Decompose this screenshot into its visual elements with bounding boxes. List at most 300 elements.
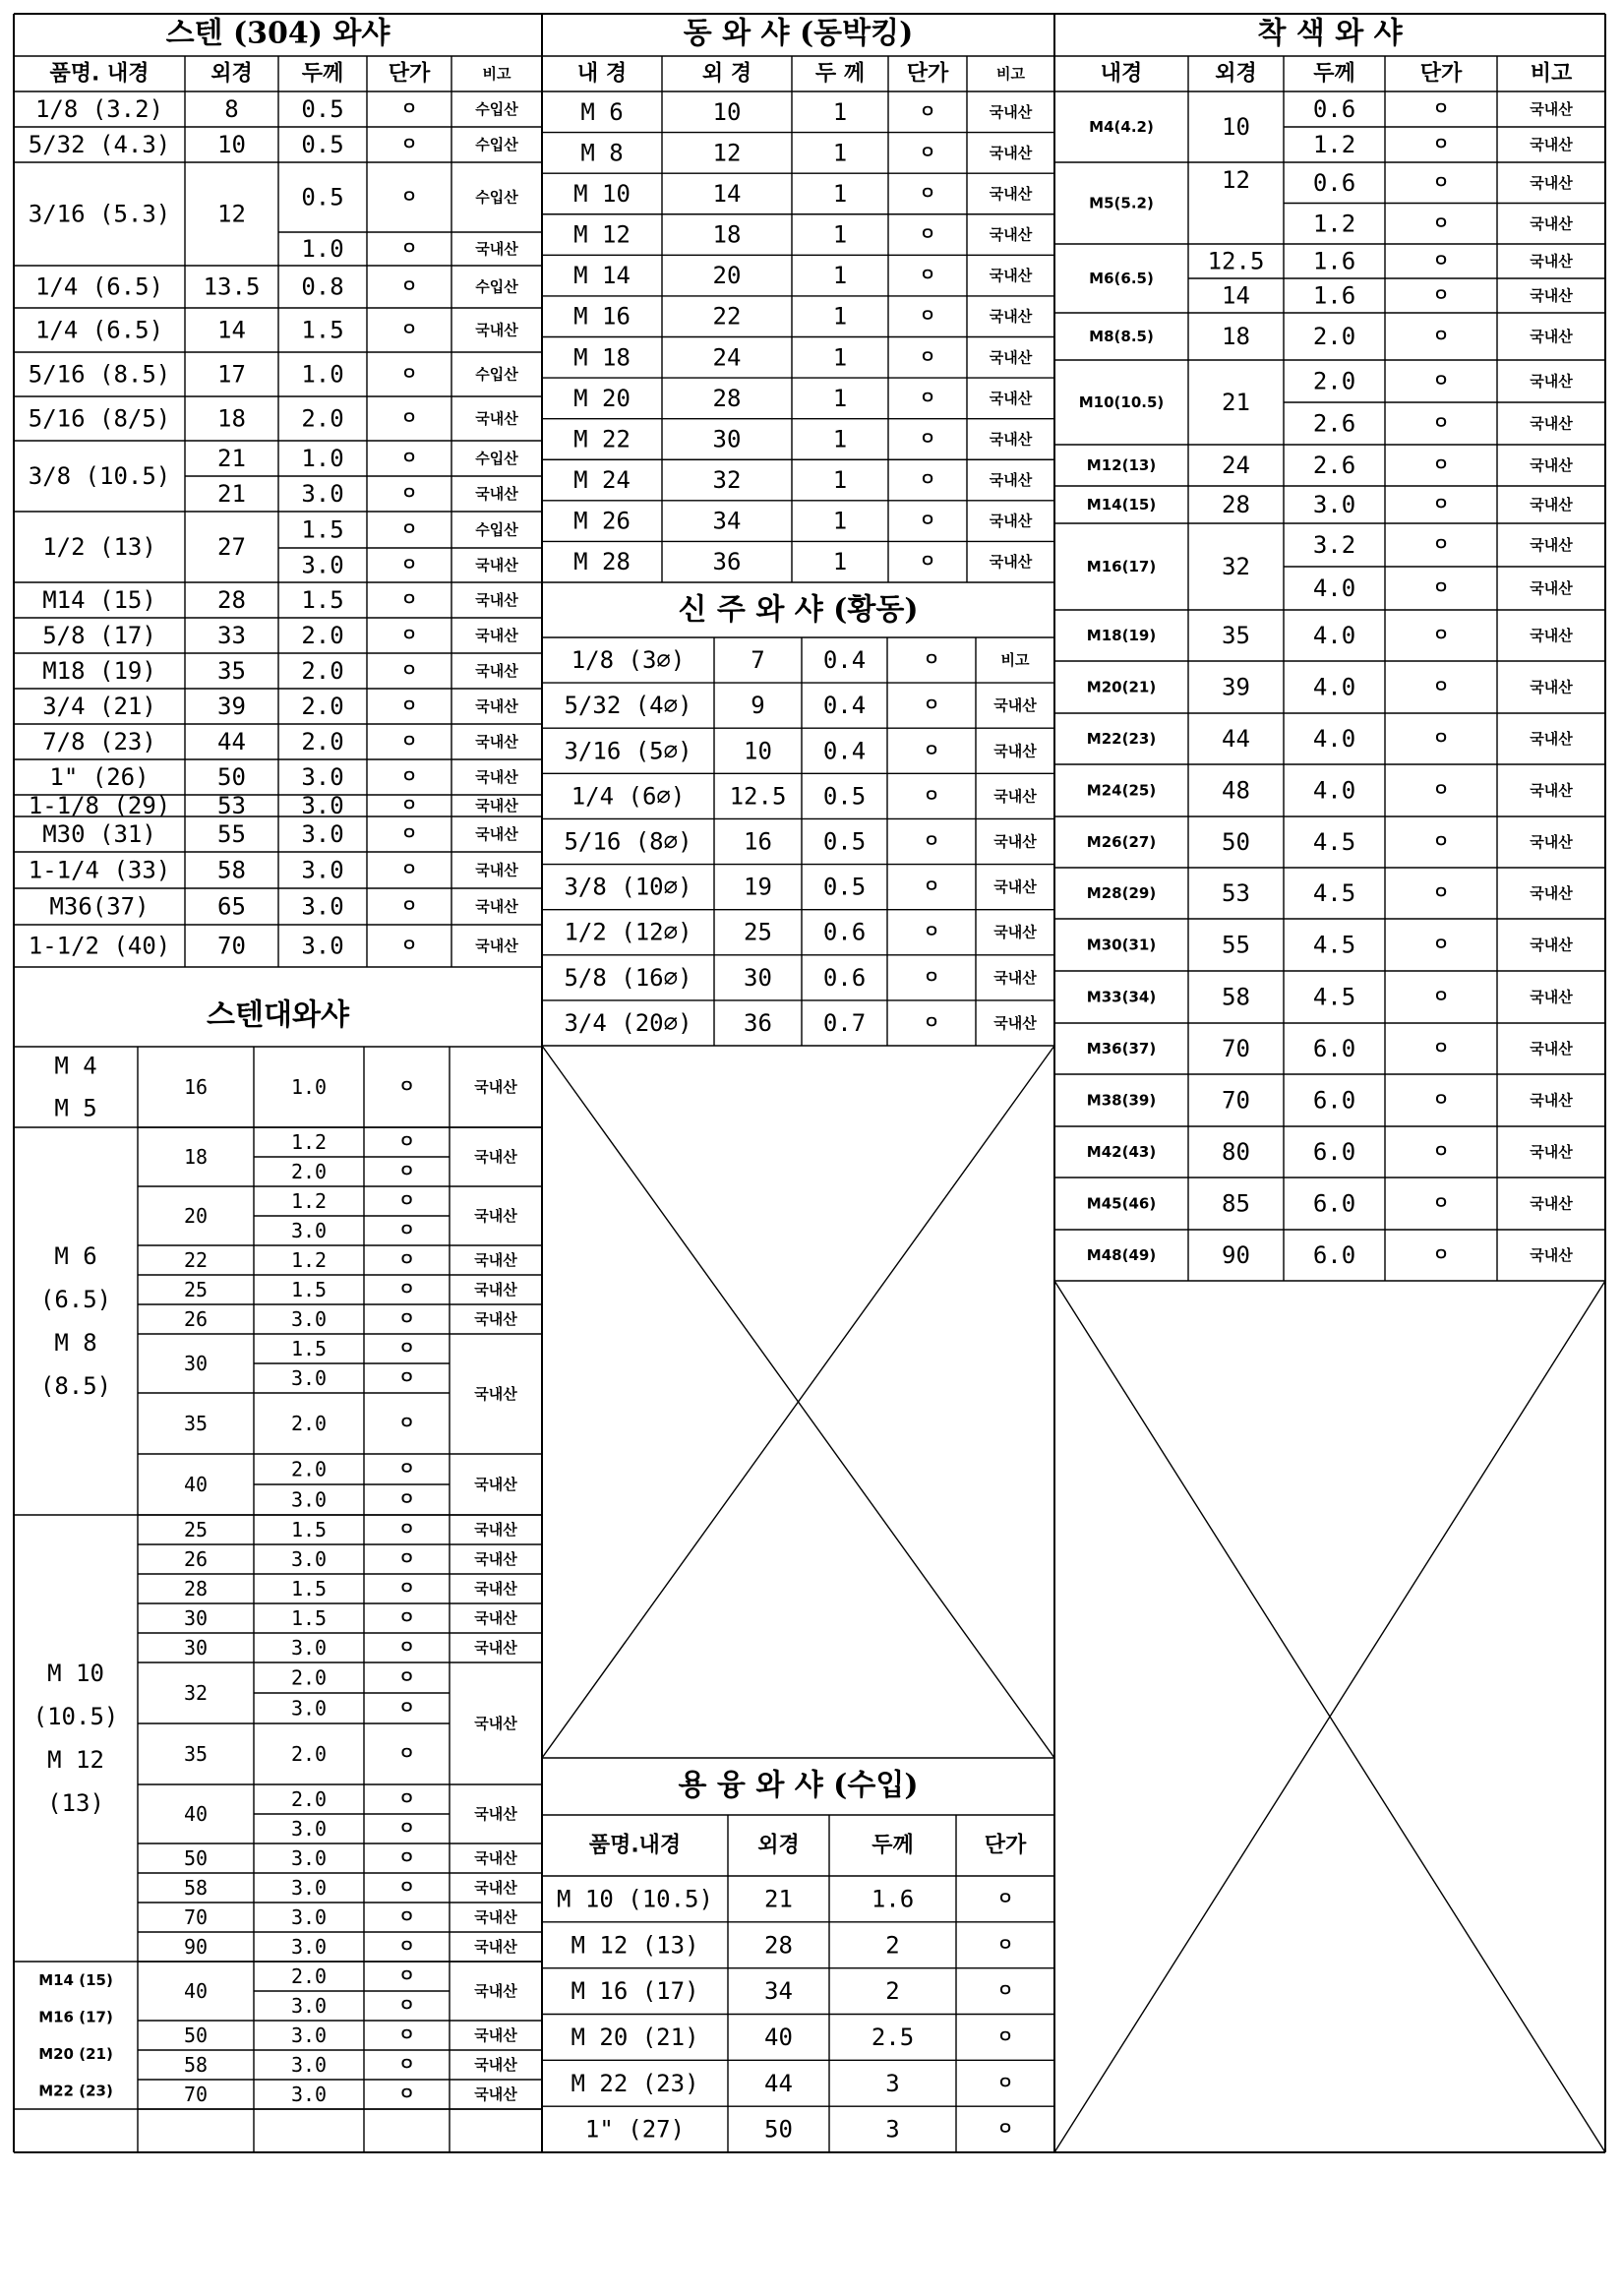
- column-header: 단가: [388, 61, 431, 87]
- size-label: M22(23): [1086, 730, 1157, 748]
- size-label: M16 (17): [38, 2008, 113, 2026]
- size-label: M30(31): [1086, 936, 1157, 954]
- outer-diameter: 26: [183, 1547, 209, 1571]
- unit-price-mark: ㅇ: [919, 469, 936, 491]
- origin-note: 국내산: [989, 144, 1033, 162]
- outer-diameter: 34: [764, 1977, 793, 2006]
- outer-diameter: 14: [1222, 281, 1250, 310]
- column-header: 두께: [1313, 61, 1355, 87]
- unit-price-mark: ㅇ: [400, 238, 418, 260]
- thickness: 2.0: [301, 693, 344, 720]
- size-label: M 6: [54, 1242, 97, 1270]
- origin-note: 국내산: [993, 742, 1037, 760]
- origin-note: 국내산: [989, 267, 1033, 285]
- origin-note: 국내산: [1530, 627, 1573, 644]
- unit-price-mark: ㅇ: [1432, 285, 1450, 306]
- thickness: 4.0: [1312, 776, 1356, 805]
- column-header: 외 경: [701, 61, 752, 87]
- origin-note: 국내산: [475, 697, 518, 715]
- outer-diameter: 30: [183, 1636, 209, 1660]
- item-spec: 1/2 (12∅): [564, 918, 692, 946]
- unit-price-mark: ㅇ: [397, 1220, 416, 1241]
- thickness: 3.0: [290, 1636, 328, 1660]
- unit-price-mark: ㅇ: [1432, 212, 1450, 234]
- origin-note: 국내산: [1530, 456, 1573, 474]
- thickness: 1.5: [290, 1518, 328, 1541]
- size-label: M38(39): [1086, 1091, 1157, 1110]
- unit-price-mark: ㅇ: [1432, 728, 1450, 750]
- unit-price-mark: ㅇ: [397, 2054, 416, 2076]
- origin-note: 국내산: [474, 1148, 517, 1166]
- outer-diameter: 32: [712, 466, 742, 495]
- unit-price-mark: ㅇ: [1432, 1244, 1450, 1266]
- item-spec: 3/16 (5.3): [28, 200, 171, 228]
- thickness: 2.0: [290, 1742, 328, 1766]
- thickness: 4.5: [1312, 931, 1356, 959]
- unit-price-mark: ㅇ: [397, 1637, 416, 1659]
- outer-diameter: 36: [712, 548, 742, 576]
- outer-diameter: 30: [183, 1352, 209, 1375]
- item-spec: 5/8 (16∅): [564, 963, 692, 992]
- size-label: M5(5.2): [1089, 194, 1154, 212]
- outer-diameter: 18: [183, 1145, 209, 1169]
- origin-note: 국내산: [474, 1609, 517, 1627]
- outer-diameter: 7: [751, 646, 765, 675]
- thickness: 0.8: [301, 272, 344, 301]
- item-spec: M 14: [573, 262, 631, 290]
- unit-price-mark: ㅇ: [397, 2024, 416, 2046]
- origin-note: 국내산: [1530, 884, 1573, 902]
- unit-price-mark: ㅇ: [1432, 935, 1450, 955]
- item-spec: M18 (19): [42, 657, 156, 685]
- outer-diameter: 33: [217, 622, 246, 649]
- outer-diameter: 18: [1222, 323, 1250, 350]
- origin-note: 국내산: [474, 1476, 517, 1493]
- thickness: 3.0: [290, 1547, 328, 1571]
- item-spec: 1-1/4 (33): [28, 856, 171, 884]
- thickness: 1: [832, 220, 848, 249]
- unit-price-mark: ㅇ: [397, 1698, 416, 1719]
- outer-diameter: 12: [217, 200, 246, 228]
- outer-diameter: 22: [712, 302, 742, 331]
- unit-price-mark: ㅇ: [397, 1743, 416, 1765]
- origin-note: 국내산: [474, 1550, 517, 1568]
- thickness: 3.0: [290, 1219, 328, 1242]
- outer-diameter: 21: [217, 445, 246, 472]
- item-spec: M 22: [573, 425, 631, 453]
- thickness: 1.5: [290, 1577, 328, 1601]
- unit-price-mark: ㅇ: [397, 1161, 416, 1182]
- unit-price-mark: ㅇ: [397, 1367, 416, 1389]
- unit-price-mark: ㅇ: [400, 555, 418, 575]
- outer-diameter: 80: [1222, 1138, 1250, 1166]
- origin-note: 수입산: [475, 520, 518, 539]
- size-label: M14(15): [1086, 496, 1157, 514]
- outer-diameter: 35: [217, 657, 246, 685]
- origin-note: 국내산: [475, 662, 518, 680]
- item-spec: M 10 (10.5): [557, 1885, 713, 1913]
- section-title-copper: 동 와 샤 (동박킹): [683, 16, 914, 51]
- unit-price-mark: ㅇ: [397, 1308, 416, 1330]
- unit-price-mark: ㅇ: [1432, 625, 1450, 646]
- outer-diameter: 50: [183, 1846, 209, 1870]
- thickness: 4.5: [1312, 828, 1356, 856]
- unit-price-mark: ㅇ: [996, 2073, 1014, 2094]
- thickness: 2: [885, 1977, 900, 2006]
- item-spec: 1/2 (13): [42, 533, 156, 561]
- unit-price-mark: ㅇ: [400, 936, 418, 956]
- item-spec: M 18: [573, 343, 631, 372]
- origin-note: 비고: [1000, 651, 1030, 670]
- outer-diameter: 10: [217, 131, 246, 158]
- origin-note: 국내산: [1530, 730, 1573, 748]
- thickness: 1: [832, 548, 848, 576]
- item-spec: M 8: [580, 139, 624, 167]
- thickness: 3.0: [301, 892, 344, 921]
- thickness: 1: [832, 507, 848, 535]
- origin-note: 국내산: [475, 861, 518, 879]
- unit-price-mark: ㅇ: [397, 1489, 416, 1510]
- thickness: 3.0: [301, 551, 344, 579]
- thickness: 3.0: [290, 1876, 328, 1900]
- thickness: 2.0: [301, 657, 344, 685]
- thickness: 1: [832, 302, 848, 331]
- origin-note: 국내산: [993, 787, 1037, 806]
- thickness: 1.5: [301, 515, 344, 544]
- thickness: 3.0: [290, 1817, 328, 1841]
- item-spec: M 12 (13): [571, 1931, 699, 1960]
- thickness: 0.5: [822, 782, 867, 811]
- unit-price-mark: ㅇ: [400, 519, 418, 540]
- thickness: 3.0: [290, 1307, 328, 1331]
- thickness: 0.5: [301, 95, 344, 123]
- unit-price-mark: ㅇ: [400, 766, 418, 788]
- unit-price-mark: ㅇ: [400, 823, 418, 845]
- outer-diameter: 18: [217, 404, 246, 433]
- thickness: 4.5: [1312, 983, 1356, 1011]
- origin-note: 국내산: [475, 591, 518, 609]
- outer-diameter: 13.5: [203, 272, 261, 301]
- outer-diameter: 10: [744, 737, 772, 765]
- origin-note: 국내산: [989, 512, 1033, 530]
- outer-diameter: 53: [1222, 879, 1250, 907]
- unit-price-mark: ㅇ: [397, 1076, 416, 1098]
- thickness: 1: [832, 466, 848, 495]
- origin-note: 국내산: [474, 1385, 517, 1403]
- origin-note: 국내산: [475, 897, 518, 916]
- outer-diameter: 90: [1222, 1241, 1250, 1269]
- outer-diameter: 14: [712, 179, 742, 208]
- unit-price-mark: ㅇ: [400, 483, 418, 505]
- thickness: 0.5: [822, 827, 867, 856]
- origin-note: 국내산: [1530, 136, 1573, 153]
- thickness: 6.0: [1312, 1035, 1356, 1062]
- unit-price-mark: ㅇ: [1432, 251, 1450, 272]
- unit-price-mark: ㅇ: [919, 101, 936, 123]
- thickness: 2.0: [1312, 323, 1356, 350]
- thickness: 0.6: [1312, 168, 1356, 197]
- item-spec: 1" (27): [584, 2115, 686, 2144]
- outer-diameter: 28: [712, 384, 742, 412]
- column-header: 외경: [1215, 61, 1257, 87]
- size-label: M 12: [47, 1746, 104, 1774]
- size-label: M48(49): [1086, 1246, 1157, 1264]
- outer-diameter: 50: [217, 763, 246, 791]
- unit-price-mark: ㅇ: [397, 1818, 416, 1840]
- unit-price-mark: ㅇ: [923, 1012, 940, 1034]
- thickness: 1.2: [290, 1248, 328, 1272]
- thickness: 3.0: [290, 1366, 328, 1390]
- item-spec: M 6: [580, 97, 624, 126]
- outer-diameter: 14: [217, 316, 246, 344]
- unit-price-mark: ㅇ: [397, 1578, 416, 1600]
- thickness: 1.6: [1312, 247, 1356, 275]
- thickness: 0.4: [822, 692, 867, 720]
- thickness: 3: [885, 2115, 900, 2144]
- thickness: 2.0: [290, 1457, 328, 1481]
- thickness: 1: [832, 179, 848, 208]
- origin-note: 국내산: [989, 389, 1033, 407]
- item-spec: M 16 (17): [571, 1977, 699, 2006]
- thickness: 3.0: [301, 480, 344, 508]
- unit-price-mark: ㅇ: [923, 967, 940, 989]
- thickness: 2.5: [871, 2023, 915, 2051]
- origin-note: 국내산: [474, 2026, 517, 2044]
- unit-price-mark: ㅇ: [400, 860, 418, 880]
- unit-price-mark: ㅇ: [923, 740, 940, 761]
- column-header: 내경: [1100, 61, 1143, 87]
- column-header: 품명.내경: [588, 1833, 682, 1858]
- unit-price-mark: ㅇ: [397, 1995, 416, 2017]
- thickness: 1: [832, 384, 848, 412]
- origin-note: 국내산: [1530, 781, 1573, 800]
- origin-note: 국내산: [1530, 988, 1573, 1006]
- unit-price-mark: ㅇ: [1432, 534, 1450, 556]
- size-label: M10(10.5): [1078, 393, 1165, 411]
- outer-diameter: 58: [183, 2053, 209, 2077]
- outer-diameter: 21: [217, 480, 246, 508]
- unit-price-mark: ㅇ: [1432, 831, 1450, 853]
- unit-price-mark: ㅇ: [400, 795, 418, 816]
- size-label: M8(8.5): [1089, 328, 1154, 345]
- unit-price-mark: ㅇ: [400, 134, 418, 155]
- outer-diameter: 36: [744, 1008, 772, 1037]
- outer-diameter: 58: [217, 856, 246, 884]
- size-label: M28(29): [1086, 884, 1157, 902]
- column-header: 두께: [872, 1833, 914, 1858]
- item-spec: M14 (15): [42, 586, 156, 614]
- thickness: 0.7: [822, 1008, 867, 1037]
- size-label: M24(25): [1086, 781, 1157, 800]
- column-header: 품명. 내경: [49, 61, 150, 87]
- origin-note: 국내산: [993, 1013, 1037, 1032]
- origin-note: 국내산: [1530, 1143, 1573, 1161]
- outer-diameter: 16: [744, 827, 772, 856]
- thickness: 0.6: [822, 918, 867, 946]
- thickness: 6.0: [1312, 1086, 1356, 1115]
- thickness: 1: [832, 425, 848, 453]
- unit-price-mark: ㅇ: [1432, 494, 1450, 515]
- size-label: M12(13): [1086, 456, 1157, 474]
- outer-diameter: 19: [744, 873, 772, 901]
- thickness: 1.0: [301, 360, 344, 389]
- origin-note: 국내산: [1530, 1091, 1573, 1110]
- unit-price-mark: ㅇ: [1432, 882, 1450, 904]
- unit-price-mark: ㅇ: [1432, 987, 1450, 1007]
- item-spec: 7/8 (23): [42, 728, 156, 755]
- item-spec: 3/4 (20∅): [564, 1008, 692, 1037]
- origin-note: 국내산: [1530, 833, 1573, 851]
- size-label: M33(34): [1086, 988, 1157, 1006]
- unit-price-mark: ㅇ: [919, 306, 936, 328]
- outer-diameter: 39: [1222, 673, 1250, 701]
- unit-price-mark: ㅇ: [397, 1131, 416, 1153]
- outer-diameter: 10: [712, 97, 742, 126]
- unit-price-mark: ㅇ: [923, 922, 940, 943]
- origin-note: 국내산: [475, 321, 518, 339]
- origin-note: 국내산: [474, 1078, 517, 1096]
- size-label: M22 (23): [38, 2082, 113, 2100]
- thickness: 0.5: [301, 183, 344, 211]
- unit-price-mark: ㅇ: [1432, 1193, 1450, 1214]
- origin-note: 국내산: [475, 240, 518, 258]
- thickness: 2.6: [1312, 409, 1356, 438]
- item-spec: 1" (26): [49, 763, 150, 791]
- unit-price-mark: ㅇ: [397, 1338, 416, 1359]
- outer-diameter: 24: [712, 343, 742, 372]
- size-label: (6.5): [39, 1286, 112, 1313]
- thickness: 0.5: [301, 131, 344, 158]
- origin-note: 국내산: [989, 225, 1033, 244]
- thickness: 2.0: [1312, 367, 1356, 395]
- origin-note: 국내산: [1530, 678, 1573, 696]
- section-title-spring: 용 융 와 샤 (수입): [678, 1768, 919, 1803]
- outer-diameter: 26: [183, 1307, 209, 1331]
- section-title-stainless: 스텐 (304) 와샤: [165, 16, 391, 51]
- thickness: 1.5: [290, 1337, 328, 1360]
- unit-price-mark: ㅇ: [1432, 1090, 1450, 1111]
- outer-diameter: 30: [183, 1606, 209, 1630]
- item-spec: 5/16 (8∅): [564, 827, 692, 856]
- unit-price-mark: ㅇ: [397, 1190, 416, 1212]
- thickness: 2.0: [301, 404, 344, 433]
- size-label: (10.5): [32, 1703, 119, 1730]
- item-spec: 3/4 (21): [42, 693, 156, 720]
- origin-note: 국내산: [474, 1207, 517, 1225]
- thickness: 1.2: [290, 1130, 328, 1154]
- unit-price-mark: ㅇ: [400, 276, 418, 297]
- origin-note: 국내산: [989, 102, 1033, 121]
- outer-diameter: 55: [217, 820, 246, 848]
- outer-diameter: 40: [183, 1473, 209, 1496]
- unit-price-mark: ㅇ: [1432, 1038, 1450, 1059]
- outer-diameter: 28: [1222, 491, 1250, 518]
- origin-note: 국내산: [1530, 414, 1573, 433]
- unit-price-mark: ㅇ: [397, 1519, 416, 1541]
- size-label: (13): [47, 1789, 104, 1817]
- unit-price-mark: ㅇ: [919, 551, 936, 573]
- origin-note: 국내산: [1530, 372, 1573, 391]
- outer-diameter: 10: [1222, 113, 1250, 141]
- outer-diameter: 20: [712, 262, 742, 290]
- unit-price-mark: ㅇ: [400, 660, 418, 682]
- item-spec: 1/4 (6∅): [571, 782, 686, 811]
- origin-note: 국내산: [474, 2085, 517, 2103]
- thickness: 0.6: [1312, 95, 1356, 123]
- outer-diameter: 70: [1222, 1086, 1250, 1115]
- origin-note: 국내산: [1530, 536, 1573, 554]
- item-spec: M 28: [573, 548, 631, 576]
- origin-note: 국내산: [1530, 496, 1573, 514]
- thickness: 1: [832, 343, 848, 372]
- item-spec: M 20: [573, 384, 631, 412]
- outer-diameter: 25: [183, 1518, 209, 1541]
- origin-note: 수입산: [475, 100, 518, 118]
- size-label: M 5: [54, 1094, 97, 1122]
- origin-note: 수입산: [475, 365, 518, 384]
- size-label: M18(19): [1086, 627, 1157, 644]
- origin-note: 국내산: [475, 768, 518, 786]
- item-spec: M 10: [573, 179, 631, 208]
- outer-diameter: 70: [217, 932, 246, 960]
- origin-note: 국내산: [474, 1908, 517, 1926]
- origin-note: 수입산: [475, 188, 518, 207]
- outer-diameter: 12.5: [729, 782, 787, 811]
- unit-price-mark: ㅇ: [397, 1279, 416, 1300]
- size-label: M36(37): [1086, 1040, 1157, 1057]
- outer-diameter: 58: [1222, 983, 1250, 1011]
- origin-note: 국내산: [1530, 328, 1573, 345]
- origin-note: 수입산: [475, 277, 518, 296]
- thickness: 3.0: [301, 856, 344, 884]
- item-spec: M30 (31): [42, 820, 156, 848]
- thickness: 1.5: [290, 1606, 328, 1630]
- origin-note: 국내산: [475, 409, 518, 428]
- origin-note: 국내산: [474, 1715, 517, 1732]
- thickness: 0.6: [822, 963, 867, 992]
- outer-diameter: 30: [712, 425, 742, 453]
- thickness: 4.0: [1312, 622, 1356, 649]
- outer-diameter: 32: [1222, 553, 1250, 580]
- thickness: 2.0: [301, 728, 344, 755]
- origin-note: 국내산: [474, 1281, 517, 1299]
- unit-price-mark: ㅇ: [1432, 454, 1450, 476]
- outer-diameter: 16: [183, 1075, 209, 1099]
- thickness: 1.2: [1312, 210, 1356, 238]
- item-spec: M 22 (23): [571, 2069, 699, 2097]
- outer-diameter: 55: [1222, 931, 1250, 959]
- unit-price-mark: ㅇ: [1432, 134, 1450, 155]
- origin-note: 국내산: [475, 485, 518, 503]
- outer-diameter: 28: [183, 1577, 209, 1601]
- outer-diameter: 12: [712, 139, 742, 167]
- outer-diameter: 58: [183, 1876, 209, 1900]
- thickness: 3.0: [290, 2083, 328, 2106]
- unit-price-mark: ㅇ: [919, 428, 936, 450]
- unit-price-mark: ㅇ: [1432, 780, 1450, 801]
- unit-price-mark: ㅇ: [923, 785, 940, 807]
- item-spec: 3/8 (10.5): [28, 462, 171, 490]
- origin-note: 국내산: [1530, 214, 1573, 233]
- item-spec: M 24: [573, 466, 631, 495]
- origin-note: 국내산: [474, 1879, 517, 1897]
- origin-note: 국내산: [1530, 252, 1573, 271]
- outer-diameter: 40: [764, 2023, 793, 2051]
- column-header: 단가: [1419, 61, 1463, 87]
- origin-note: 국내산: [475, 825, 518, 843]
- size-label: M45(46): [1086, 1194, 1157, 1213]
- item-spec: 5/32 (4∅): [564, 692, 692, 720]
